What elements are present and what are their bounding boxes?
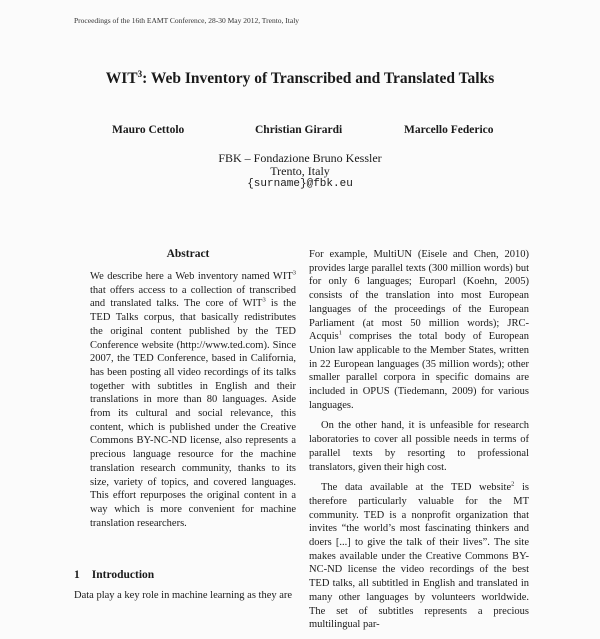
right-paragraph-3 [309,481,529,632]
right-paragraph-3-text-a: The data available at the TED website [321,482,512,494]
footnote-mark-1: 1 [338,329,342,337]
title-superscript: 3 [137,69,143,79]
affiliation-email: {surname}@fbk.eu [247,178,353,190]
right-paragraph-1-text-a: For example, MultiUN (Eisele and Chen, 2010) provides large parallel texts (300 million words) but for only 6 languages; Europarl (Koehn, 2005) consists of the translation into most European languages of the proceedings of the European Parliament (at most 50 million words); JRC-Acquis [309,249,529,343]
title-rest: : Web Inventory of Transcribed and Translated Talks [142,70,495,88]
affiliation-institute: FBK – Fondazione Bruno Kessler [218,151,382,165]
author-1: Mauro Cettolo [112,124,185,136]
author-2: Christian Girardi [255,124,343,136]
footnote-mark-2: 2 [511,480,515,488]
right-column [309,248,529,639]
section-heading-introduction [74,569,154,581]
section-number: 1 [74,569,80,581]
right-paragraph-2: On the other hand, it is unfeasible for research laboratories to cover all possible needs in terms of parallel texts by resorting to professional translators, given their high cost. [309,420,529,473]
paper-title [0,69,600,88]
affiliation-location: Trento, Italy [270,164,330,178]
title-prefix: WIT [105,70,138,88]
abstract-sup-1: 3 [292,269,296,277]
author-3: Marcello Federico [404,124,494,136]
abstract-heading: Abstract [166,248,210,260]
running-head: Proceedings of the 16th EAMT Conference, 28-30 May 2012, Trento, Italy [74,16,300,25]
right-paragraph-3-text-b: is therefore particularly valuable for the MT community. TED is a nonprofit organization that invites “the world’s most fascinating thinkers and doers [...] to give the talk of their lives”. The site makes available under the Creative Commons BY-NC-ND license the video recordings of the best TED talks, all subtitled in English and translated in many other languages by volunteers worldwide. The set of subtitles represents a precious multilingual par- [309,482,529,631]
abstract-text-2: that offers access to a collection of transcribed and translated talks. The core of WIT [90,284,296,310]
abstract-text-1: We describe here a Web inventory named WIT [90,271,293,282]
right-paragraph-1-text-b: comprises the total body of European Union law applicable to the Member States, written in 22 European languages (35 million words); other smaller parallel corpora in specific domains are included in OPUS (Tiedemann, 2009) for various languages. [309,331,529,411]
abstract-body [90,270,296,530]
right-paragraph-1 [309,248,529,412]
section-title: Introduction [91,569,155,581]
abstract-sup-2: 3 [262,296,266,304]
introduction-first-line: Data play a key role in machine learning as they are [74,590,293,601]
abstract-text-3: is the TED Talks corpus, that basically redistributes the original content published by the TED Conference website (http://www.ted.com). Since 2007, the TED Conference, based in California, has been posting all video recordings of its talks together with subtitles in English and their translations in more than 80 languages. Aside from its cultural and social relevance, this content, which is published under the Creative Commons BY-NC-ND license, also represents a precious language resource for the machine translation research community, thanks to its size, variety of topics, and covered languages. This effort repurposes the original content in a way which is more convenient for machine translation researchers. [90,298,296,529]
